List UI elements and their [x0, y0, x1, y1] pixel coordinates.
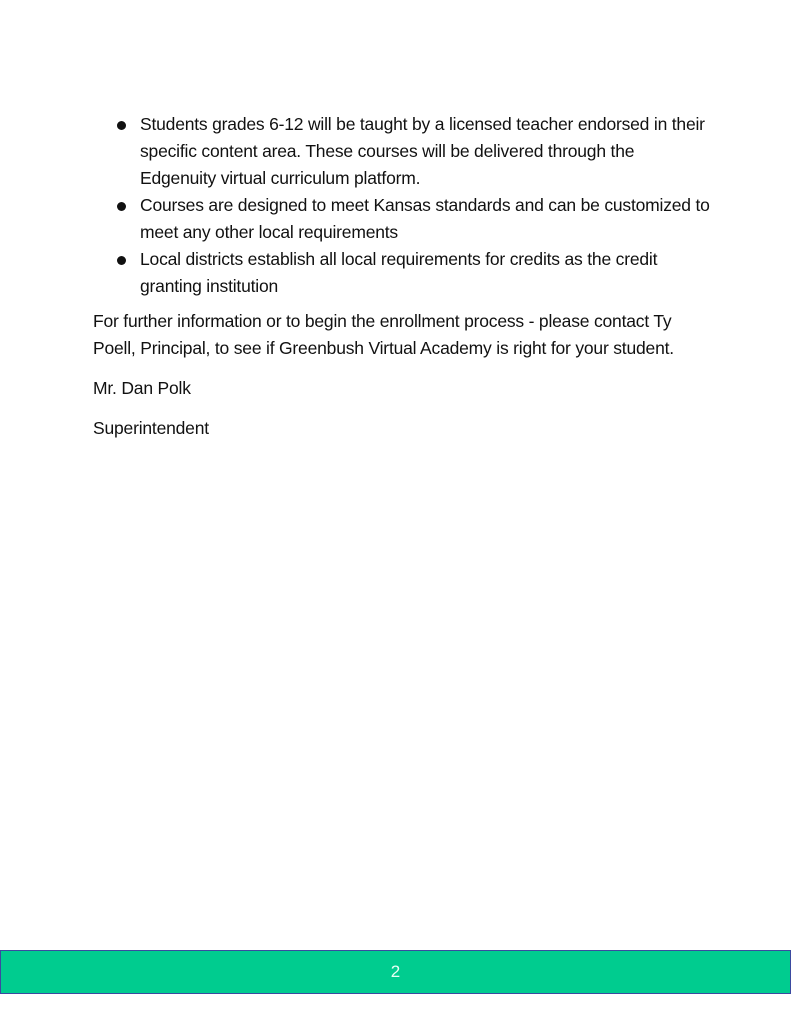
bullet-text: Courses are designed to meet Kansas standards and can be customized to meet any other local requirements	[140, 195, 710, 242]
bullet-icon	[117, 256, 126, 265]
contact-paragraph: For further information or to begin the enrollment process - please contact Ty Poell, Principal, to see if Greenbush Virtual Academy is right for your student.	[93, 311, 674, 358]
bullet-icon	[117, 121, 126, 130]
list-item	[93, 192, 713, 246]
signature-name: Mr. Dan Polk	[93, 378, 191, 398]
page-number: 2	[390, 962, 401, 981]
bullet-text: Local districts establish all local requirements for credits as the credit granting institution	[140, 249, 658, 296]
bullet-list	[93, 111, 713, 300]
bullet-text: Students grades 6-12 will be taught by a licensed teacher endorsed in their specific content area. These courses will be delivered through the Edgenuity virtual curriculum platform.	[140, 114, 705, 188]
signature-title: Superintendent	[93, 418, 209, 438]
footer-bar	[0, 950, 791, 994]
list-item	[93, 246, 713, 300]
bullet-icon	[117, 202, 126, 211]
list-item	[93, 111, 713, 192]
document-body	[93, 111, 713, 455]
